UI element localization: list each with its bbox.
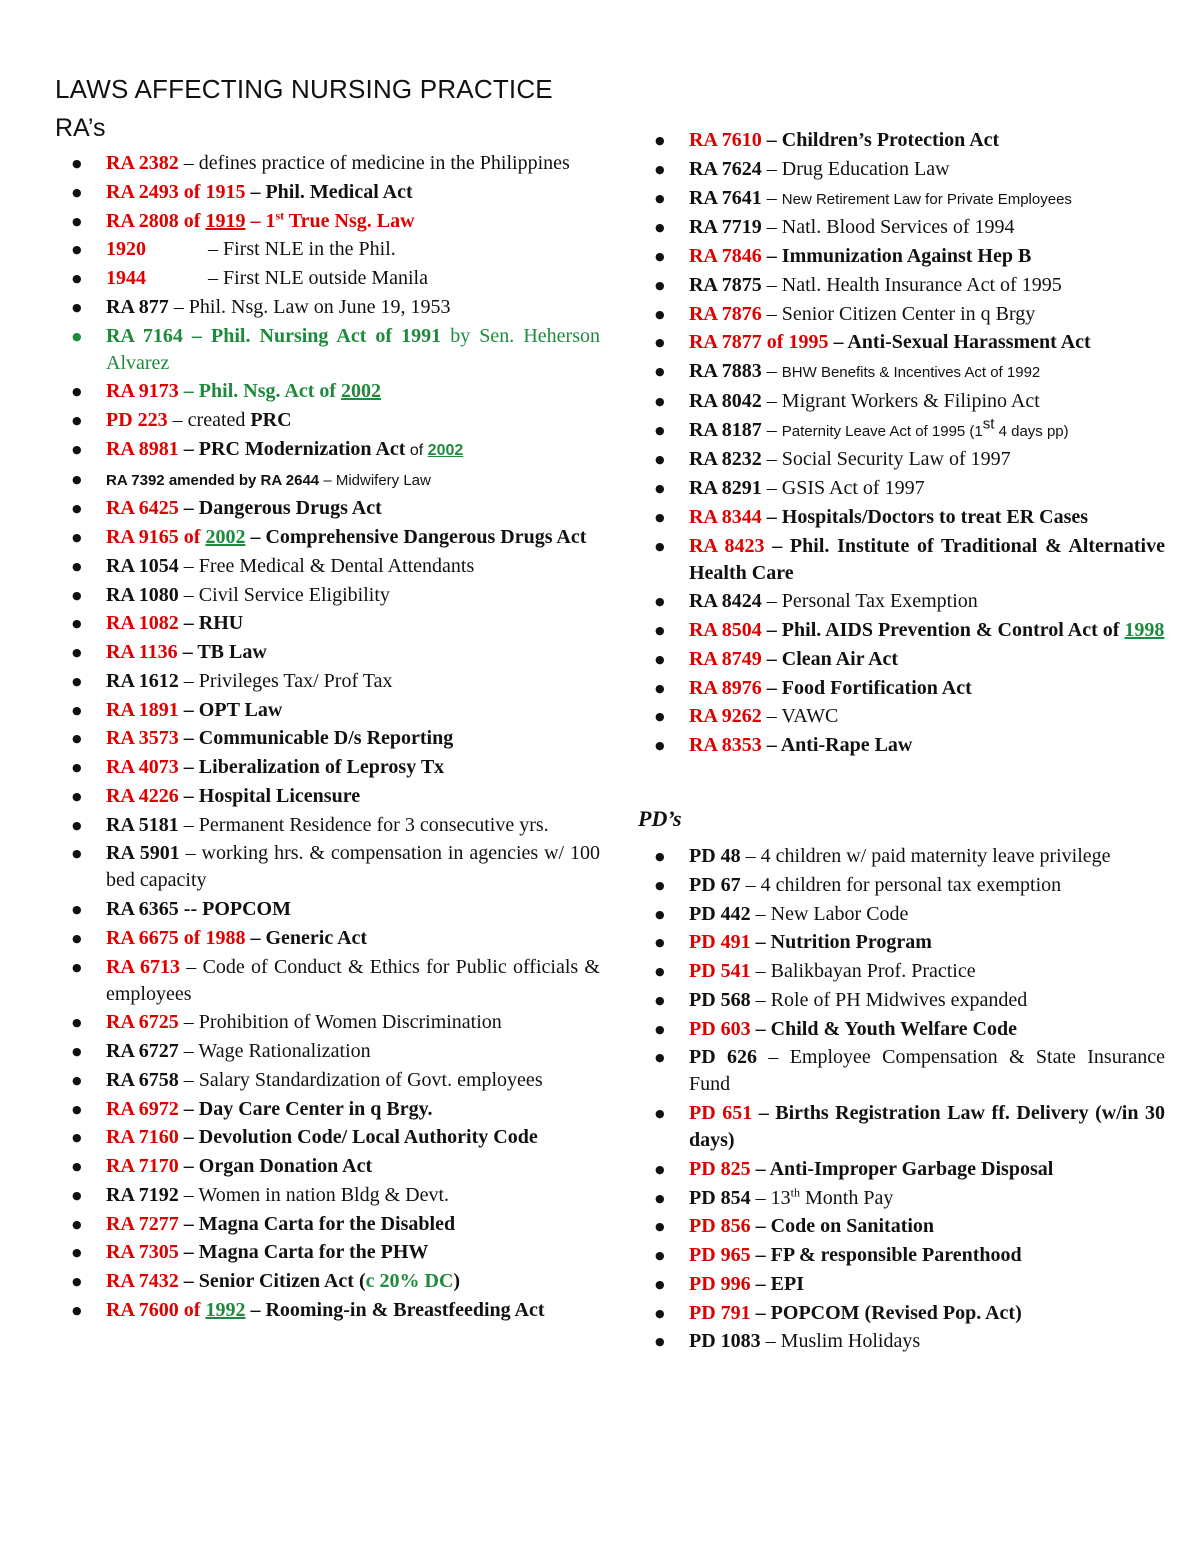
law-list-item [689,1044,1165,1098]
law-list-item [689,272,1165,299]
law-text: – Phil. Institute of Traditional & Alternative Health Care [689,534,1165,584]
law-number: RA 8424 [689,590,762,613]
law-list-item [106,754,600,781]
law-text: – Code on Sanitation [750,1215,935,1238]
law-number: PD 651 [689,1102,753,1124]
law-list-item [106,668,600,695]
law-text: – Phil. Medical Act [245,180,413,203]
law-number: RA 7170 [106,1155,179,1177]
law-list-item [689,646,1165,673]
law-number: 1920 [106,238,146,261]
law-text: – Anti-Sexual Harassment Act [828,331,1091,354]
law-text: – Day Care Center in q Brgy. [178,1097,433,1120]
law-text: – Social Security Law of 1997 [761,448,1011,471]
law-text: – 13 [750,1186,791,1209]
law-list-item [106,639,600,666]
law-number: RA 8187 [689,418,762,441]
law-number: RA 5901 [106,842,180,865]
law-text: c 20% DC [365,1270,454,1292]
law-list-item [106,582,600,609]
law-number: RA 7305 [106,1241,179,1264]
law-number: RA 8042 [689,389,762,412]
law-text: of [405,441,428,459]
law-list-item [106,1067,600,1094]
law-list-item [689,156,1165,183]
law-text: – GSIS Act of 1997 [761,477,925,499]
law-text: – EPI [750,1272,805,1295]
law-number: RA 7846 [689,245,762,267]
law-number: RA 7164 – Phil. Nursing Act of 1991 [106,324,442,347]
law-text: – Midwifery Law [319,471,431,489]
law-text: – Magna Carta for the Disabled [178,1212,456,1235]
law-text: – working hrs. & compensation in agencies w/ 100 bed capacity [106,842,600,892]
law-list-item [106,179,600,206]
law-number: RA 2382 [106,152,179,174]
law-text: New Retirement Law for Private Employees [781,190,1072,208]
law-list-item [106,1268,600,1295]
law-number: RA 4226 [106,784,179,807]
law-number: RA 8423 [689,534,765,557]
law-list-item [689,127,1165,154]
law-number: PD 442 [689,902,751,925]
page-title: LAWS AFFECTING NURSING PRACTICE [55,74,553,104]
law-list-item [106,150,600,177]
law-text: – Generic Act [245,926,368,949]
law-list-item [689,1156,1165,1183]
law-text: – Phil. Nsg. Law on June 19, 1953 [168,295,451,318]
law-text: – Balikbayan Prof. Practice [750,960,976,982]
law-list-item [689,388,1165,415]
law-number: RA 7610 [689,129,762,151]
law-text: – PRC Modernization Act [178,437,406,460]
law-list-item [689,243,1165,270]
law-list-item [106,610,600,637]
law-list-item [689,301,1165,328]
law-text: – Privileges Tax/ Prof Tax [178,669,393,692]
pds-heading: PD’s [638,806,682,831]
law-text: – Prohibition of Women Discrimination [178,1011,502,1034]
law-text: – Personal Tax Exemption [761,590,978,613]
law-number: PD 626 [689,1046,758,1069]
law-number: RA 1612 [106,669,179,692]
law-list-item [689,504,1165,531]
law-number: RA 8749 [689,647,762,670]
law-number: PD 491 [689,931,751,954]
law-text: – POPCOM (Revised Pop. Act) [750,1301,1022,1324]
law-text: 2002 [205,526,246,548]
law-number: RA 877 [106,295,169,318]
law-text: – FP & responsible Parenthood [750,1244,1022,1266]
law-text: – Liberalization of Leprosy Tx [178,756,445,778]
law-number: RA 8981 [106,437,179,460]
law-list-item [689,1213,1165,1240]
law-number: 1944 [106,267,146,289]
law-number: PD 791 [689,1301,751,1324]
law-text: BHW Benefits & Incentives Act of 1992 [781,364,1041,381]
law-list-item [106,896,600,923]
law-text: – Phil. Nsg. Act of [178,380,342,403]
law-text: – Drug Education Law [761,157,950,180]
law-text: – Muslim Holidays [760,1330,921,1353]
law-text: – 1 [245,209,276,232]
law-text: – Role of PH Midwives expanded [750,988,1028,1011]
law-text: – Child & Youth Welfare Code [750,1017,1017,1040]
law-text: – Anti-Rape Law [761,734,913,756]
law-text: st [982,414,995,432]
law-text: – Employee Compensation & State Insurance Fund [689,1046,1165,1096]
law-list-item [106,208,600,235]
law-list-item [689,843,1165,870]
law-text: – Magna Carta for the PHW [178,1241,429,1264]
law-list-item [106,407,600,434]
law-text: 4 days pp) [994,422,1069,440]
law-number: RA 7876 [689,302,762,325]
law-text: – Senior Citizen Center in q Brgy [761,302,1036,325]
law-number: RA 6713 [106,955,181,978]
law-text: – Dangerous Drugs Act [178,497,382,520]
law-number: PD 996 [689,1272,751,1295]
law-number: RA 9262 [689,705,762,728]
law-number: RA 7875 [689,273,762,296]
law-number: RA 1054 [106,554,179,577]
ras-heading: RA’s [55,114,106,142]
law-number: PD 223 [106,409,168,431]
law-text: ( [353,1270,366,1292]
law-number: RA 7624 [689,157,762,180]
law-list-item [689,929,1165,956]
law-text: True Nsg. Law [284,209,415,232]
law-list-item [689,1100,1165,1154]
law-text: – Hospital Licensure [178,784,361,807]
law-number: PD 541 [689,960,751,982]
law-number: RA 5181 [106,813,179,836]
law-number: RA 8232 [689,448,762,471]
law-text: – Communicable D/s Reporting [178,727,454,750]
law-number: RA 6365 -- POPCOM [106,898,291,920]
law-list-item [689,214,1165,241]
law-text: – Immunization Against Hep B [761,245,1032,267]
law-text: – Civil Service Eligibility [178,583,390,606]
law-list-item [689,1185,1165,1212]
law-list-item [689,533,1165,587]
law-number: RA 6425 [106,497,179,520]
law-number: RA 8353 [689,734,762,756]
law-text: – Clean Air Act [761,647,899,670]
law-number: RA 7432 [106,1270,179,1292]
law-number: RA 7192 [106,1183,179,1206]
law-list-item [689,185,1165,213]
law-text: – Organ Donation Act [178,1155,373,1177]
law-list-item [689,414,1165,445]
law-number: RA 9173 [106,380,179,403]
law-list-item [106,495,600,522]
law-list-item [106,925,600,952]
law-text: – OPT Law [178,698,283,721]
law-text: – Comprehensive Dangerous Drugs Act [245,526,587,548]
law-list-item [106,1009,600,1036]
law-list-item [689,987,1165,1014]
law-list-item [106,1096,600,1123]
law-number: PD 1083 [689,1330,761,1353]
law-text: – Permanent Residence for 3 consecutive yrs. [178,813,549,836]
law-number: RA 1080 [106,583,179,606]
law-text: – created [167,409,251,431]
law-list-item [689,358,1165,386]
law-list-item [106,812,600,839]
law-list-item [689,1242,1165,1269]
law-number: PD 67 [689,873,741,896]
law-text: – Wage Rationalization [178,1040,371,1062]
law-list-item [689,1016,1165,1043]
law-text: – Code of Conduct & Ethics for Public officials & employees [106,955,600,1005]
law-list-item [106,524,600,551]
law-list-item [106,840,600,894]
law-list-item [689,958,1165,985]
law-number: RA 6725 [106,1011,179,1034]
law-text: – [761,186,782,209]
law-text: th [790,1184,801,1199]
law-list-item [106,1124,600,1151]
law-text: – Free Medical & Dental Attendants [178,554,475,577]
law-text: – Hospitals/Doctors to treat ER Cases [761,505,1089,528]
law-list-item [106,725,600,752]
law-text: – Women in nation Bldg & Devt. [178,1183,450,1206]
law-number: RA 4073 [106,756,179,778]
law-text: – 4 children w/ paid maternity leave privilege [740,845,1111,867]
law-list-item [106,697,600,724]
law-number: RA 7883 [689,360,762,382]
law-text: – New Labor Code [750,902,909,925]
law-text: Month Pay [800,1186,894,1209]
law-text: st [275,207,285,222]
law-number: PD 825 [689,1157,751,1180]
law-number: RA 7600 of [106,1298,206,1321]
law-text: by Sen. Heherson Alvarez [106,324,600,374]
law-list-item [689,1271,1165,1298]
law-number: RA 7641 [689,186,762,209]
law-list-item [106,378,600,405]
law-text: ) [453,1270,461,1292]
law-number: RA 7160 [106,1126,179,1149]
law-text: PRC [250,409,292,431]
law-list-item [689,475,1165,502]
law-number: RA 3573 [106,727,179,750]
law-list-item [106,1297,600,1324]
law-list-item [106,954,600,1008]
law-number: RA 1891 [106,698,179,721]
law-list-item [689,732,1165,759]
law-number: RA 7719 [689,216,762,239]
law-text: – Salary Standardization of Govt. employees [178,1068,543,1091]
law-number: PD 854 [689,1186,751,1209]
law-number: RA 8344 [689,505,762,528]
law-text: – Food Fortification Act [761,676,972,699]
law-text: – Anti-Improper Garbage Disposal [750,1157,1054,1180]
law-number: RA 2808 of [106,209,206,232]
law-text: 1992 [205,1298,246,1321]
law-list-item [106,1153,600,1180]
law-text: – [761,418,782,441]
law-list-item [689,446,1165,473]
law-number: RA 6727 [106,1040,179,1062]
law-number: RA 7392 amended by RA 2644 [106,471,320,489]
law-list-item [689,588,1165,615]
law-number: PD 856 [689,1215,751,1238]
law-text: – Devolution Code/ Local Authority Code [178,1126,538,1149]
law-text: – [761,360,782,382]
law-list-item [106,466,600,494]
ra-list-left [106,150,600,1326]
law-list-item [106,553,600,580]
law-list-item [106,323,600,377]
law-number: RA 6972 [106,1097,179,1120]
law-list-item [689,1328,1165,1355]
law-text: – Natl. Health Insurance Act of 1995 [761,273,1062,296]
law-number: RA 7877 of 1995 [689,331,829,354]
law-number: RA 8504 [689,619,762,641]
law-text: – TB Law [177,641,267,663]
law-list-item [106,1211,600,1238]
pd-list [689,843,1165,1357]
law-text: – Rooming-in & Breastfeeding Act [245,1298,545,1321]
law-text: – Natl. Blood Services of 1994 [761,216,1015,239]
law-list-item [689,901,1165,928]
law-text: – Phil. AIDS Prevention & Control Act of [761,619,1125,641]
law-list-item [106,236,600,263]
law-list-item [106,1239,600,1266]
law-number: RA 1136 [106,641,178,663]
law-list-item [106,783,600,810]
law-number: PD 603 [689,1017,751,1040]
law-number: RA 2493 of 1915 [106,180,246,203]
law-number: RA 1082 [106,612,179,635]
law-text: – Migrant Workers & Filipino Act [761,389,1040,412]
ra-list-right [689,127,1165,761]
law-list-item [106,1182,600,1209]
law-number: RA 8976 [689,676,762,699]
law-list-item [689,703,1165,730]
law-text: 2002 [427,441,464,459]
law-list-item [689,872,1165,899]
law-number: RA 9165 of [106,526,206,548]
law-number: RA 8291 [689,477,762,499]
law-text: – First NLE in the Phil. [208,238,396,261]
law-text: 1919 [205,209,246,232]
law-list-item [689,329,1165,356]
law-list-item [106,1038,600,1065]
law-text: – First NLE outside Manila [208,267,428,289]
law-text: – Senior Citizen Act [178,1270,354,1292]
law-text: – Children’s Protection Act [761,129,1000,151]
law-text: Paternity Leave Act of 1995 (1 [781,422,983,440]
law-number: PD 568 [689,988,751,1011]
law-number: RA 6758 [106,1068,179,1091]
law-text: 2002 [341,380,382,403]
law-number: RA 6675 of 1988 [106,926,246,949]
law-list-item [106,436,600,464]
law-text: – VAWC [761,705,839,728]
law-text: – 4 children for personal tax exemption [740,873,1062,896]
law-text: – defines practice of medicine in the Philippines [178,152,570,174]
law-text: – RHU [178,612,244,635]
law-number: PD 48 [689,845,741,867]
law-list-item [106,294,600,321]
law-text: 1998 [1124,619,1165,641]
law-number: PD 965 [689,1244,751,1266]
law-list-item [689,617,1165,644]
law-text: – Births Registration Law ff. Delivery (w/in 30 days) [689,1102,1165,1151]
law-list-item [689,1300,1165,1327]
law-text: – Nutrition Program [750,931,932,954]
law-list-item [689,675,1165,702]
law-list-item [106,265,600,292]
law-number: RA 7277 [106,1212,179,1235]
